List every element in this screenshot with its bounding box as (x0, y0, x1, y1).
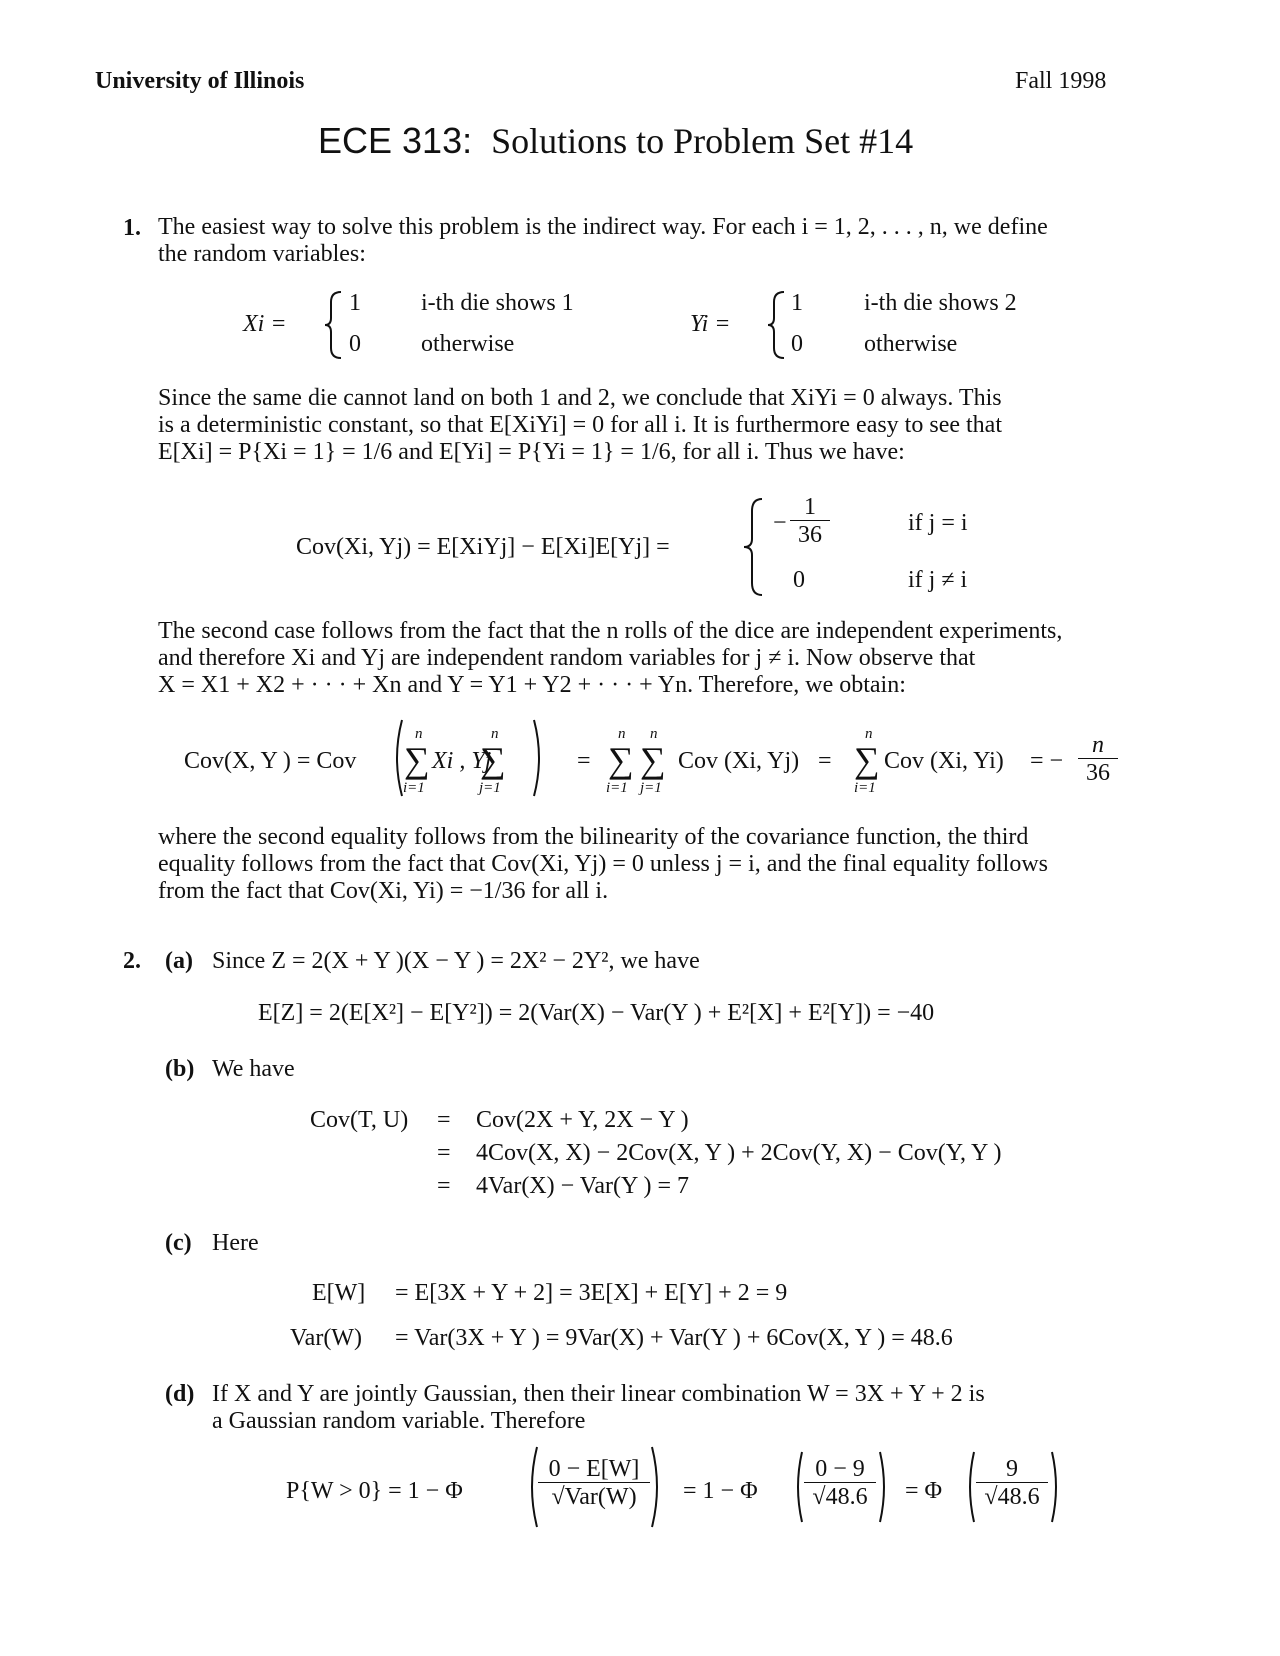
single-sum-i-upper: n (865, 726, 873, 742)
part-d-mid: = 1 − Φ (683, 1478, 758, 1504)
p1-where-line1: where the second equality follows from the bilinearity of the covariance function, the third (158, 824, 1029, 850)
part-d-fraction1 (538, 1456, 650, 1511)
cov-xiyj-lhs: Cov(Xi, Yj) = E[XiYj] − E[Xi]E[Yj] = (296, 534, 670, 560)
part-b-lhs: Cov(T, U) (310, 1107, 409, 1133)
part-d-text-line2: a Gaussian random variable. Therefore (212, 1408, 586, 1434)
covxy-fraction-den: 36 (1086, 760, 1110, 786)
part-d-fraction2 (804, 1456, 876, 1511)
yi-cond-0: otherwise (864, 331, 958, 357)
covxy-term2: Cov (Xi, Yj) (678, 748, 800, 774)
double-sum-j-upper: n (650, 726, 658, 742)
part-d-paren1-right (650, 1445, 664, 1529)
part-a-equation: E[Z] = 2(E[X²] − E[Y²]) = 2(Var(X) − Var(Y ) + E²[X] + E²[Y]) = −40 (258, 1000, 935, 1026)
xi-value-1: 1 (349, 290, 361, 316)
university-name: University of Illinois (95, 68, 305, 94)
yi-lhs: Yi = (690, 311, 731, 337)
p1-intro-line2: the random variables: (158, 241, 366, 267)
sum-j-lower: j=1 (479, 780, 501, 796)
cov-cond-ne: if j ≠ i (908, 567, 968, 593)
part-a-label: (a) (165, 948, 193, 974)
sum-i-symbol: ∑ (404, 740, 430, 780)
covxy-fraction-num: n (1078, 732, 1118, 759)
part-d-fraction1-num: 0 − E[W] (538, 1456, 650, 1483)
yi-brace (766, 290, 786, 360)
p1-second-line1: The second case follows from the fact that the n rolls of the dice are independent experiments, (158, 618, 1063, 644)
double-sum-j: ∑ (640, 740, 666, 780)
covxy-paren-left (390, 718, 404, 798)
p1-since-line3: E[Xi] = P{Xi = 1} = 1/6 and E[Yi] = P{Yi = 1} = 1/6, for all i. Thus we have: (158, 439, 905, 465)
cov-fraction-den: 36 (798, 522, 822, 548)
xi-cond-1: i-th die shows 1 (421, 290, 574, 316)
term: Fall 1998 (1015, 68, 1107, 94)
part-d-paren2-left (792, 1450, 804, 1524)
cov-fraction (790, 494, 830, 549)
page-title (318, 120, 913, 162)
double-sum-i-upper: n (618, 726, 626, 742)
part-c-text: Here (212, 1230, 259, 1256)
p1-where-line3: from the fact that Cov(Xi, Yi) = −1/36 for all i. (158, 878, 609, 904)
covxy-eq2: = (577, 748, 591, 774)
cov-brace (742, 497, 764, 597)
part-d-lhs: P{W > 0} = 1 − Φ (286, 1478, 463, 1504)
sum-j-symbol: ∑ (480, 740, 506, 780)
xi-brace (323, 290, 343, 360)
course-code: ECE 313: (318, 120, 473, 161)
p1-since-line2: is a deterministic constant, so that E[XiYi] = 0 for all i. It is furthermore easy to see that (158, 412, 1002, 438)
part-d-fraction3 (976, 1456, 1048, 1511)
part-b-row3: 4Var(X) − Var(Y ) = 7 (476, 1173, 690, 1199)
part-b-text: We have (212, 1056, 295, 1082)
problem-1-number: 1. (123, 215, 141, 241)
double-sum-j-lower: j=1 (640, 780, 662, 796)
sum-i-upper: n (415, 726, 423, 742)
part-d-paren3-left (964, 1450, 976, 1524)
part-d-fraction3-num: 9 (976, 1456, 1048, 1483)
part-d-label: (d) (165, 1381, 195, 1407)
xi-lhs: Xi = (243, 311, 287, 337)
part-d-paren3-right (1050, 1450, 1062, 1524)
part-c-label: (c) (165, 1230, 192, 1256)
part-c-lhs1: E[W] (312, 1280, 366, 1306)
covxy-term3: Cov (Xi, Yi) (884, 748, 1004, 774)
single-sum-i: ∑ (854, 740, 880, 780)
sum-i-lower: i=1 (403, 780, 425, 796)
part-c-row2: = Var(3X + Y ) = 9Var(X) + Var(Y ) + 6Cov(X, Y ) = 48.6 (395, 1325, 953, 1351)
part-d-text-line1: If X and Y are jointly Gaussian, then their linear combination W = 3X + Y + 2 is (212, 1381, 985, 1407)
p1-second-line3: X = X1 + X2 + · · · + Xn and Y = Y1 + Y2 + · · · + Yn. Therefore, we obtain: (158, 672, 906, 698)
yi-value-1: 1 (791, 290, 803, 316)
covxy-lhs: Cov(X, Y ) = Cov (184, 748, 357, 774)
cov-value-0: 0 (793, 567, 805, 593)
p1-since-line1: Since the same die cannot land on both 1 and 2, we conclude that XiYi = 0 always. This (158, 385, 1002, 411)
xi-cond-0: otherwise (421, 331, 515, 357)
p1-intro-line1: The easiest way to solve this problem is the indirect way. For each i = 1, 2, . . . , n, we define (158, 214, 1048, 240)
covxy-inner: Xi , Yj (432, 748, 492, 774)
part-b-row1: Cov(2X + Y, 2X − Y ) (476, 1107, 689, 1133)
p1-second-line2: and therefore Xi and Yj are independent random variables for j ≠ i. Now observe that (158, 645, 976, 671)
covxy-paren-right (532, 718, 546, 798)
part-b-label: (b) (165, 1056, 195, 1082)
part-d-fraction2-num: 0 − 9 (804, 1456, 876, 1483)
double-sum-i-lower: i=1 (606, 780, 628, 796)
part-b-row2: 4Cov(X, X) − 2Cov(X, Y ) + 2Cov(Y, X) − Cov(Y, Y ) (476, 1140, 1002, 1166)
xi-value-0: 0 (349, 331, 361, 357)
double-sum-i: ∑ (608, 740, 634, 780)
part-c-lhs2: Var(W) (290, 1325, 362, 1351)
p1-where-line2: equality follows from the fact that Cov(Xi, Yj) = 0 unless j = i, and the final equality follows (158, 851, 1049, 877)
cov-neg-sign: − (773, 510, 787, 536)
cov-cond-eq: if j = i (908, 510, 968, 536)
sum-j-upper: n (491, 726, 499, 742)
part-a-text: Since Z = 2(X + Y )(X − Y ) = 2X² − 2Y², we have (212, 948, 700, 974)
part-d-fraction3-den: √48.6 (984, 1484, 1040, 1510)
covxy-fraction (1078, 732, 1118, 787)
cov-fraction-num: 1 (790, 494, 830, 521)
part-b-eq3: = (437, 1173, 451, 1199)
problem-2-number: 2. (123, 948, 141, 974)
yi-value-0: 0 (791, 331, 803, 357)
covxy-eq4: = − (1030, 748, 1064, 774)
single-sum-i-lower: i=1 (854, 780, 876, 796)
part-d-end: = Φ (905, 1478, 943, 1504)
part-d-fraction1-den: √Var(W) (551, 1484, 637, 1510)
yi-cond-1: i-th die shows 2 (864, 290, 1017, 316)
title-text: Solutions to Problem Set #14 (491, 121, 914, 161)
part-c-row1: = E[3X + Y + 2] = 3E[X] + E[Y] + 2 = 9 (395, 1280, 788, 1306)
part-d-fraction2-den: √48.6 (812, 1484, 868, 1510)
part-b-eq1: = (437, 1107, 451, 1133)
part-d-paren1-left (525, 1445, 539, 1529)
covxy-eq3: = (818, 748, 832, 774)
part-b-eq2: = (437, 1140, 451, 1166)
part-d-paren2-right (878, 1450, 890, 1524)
